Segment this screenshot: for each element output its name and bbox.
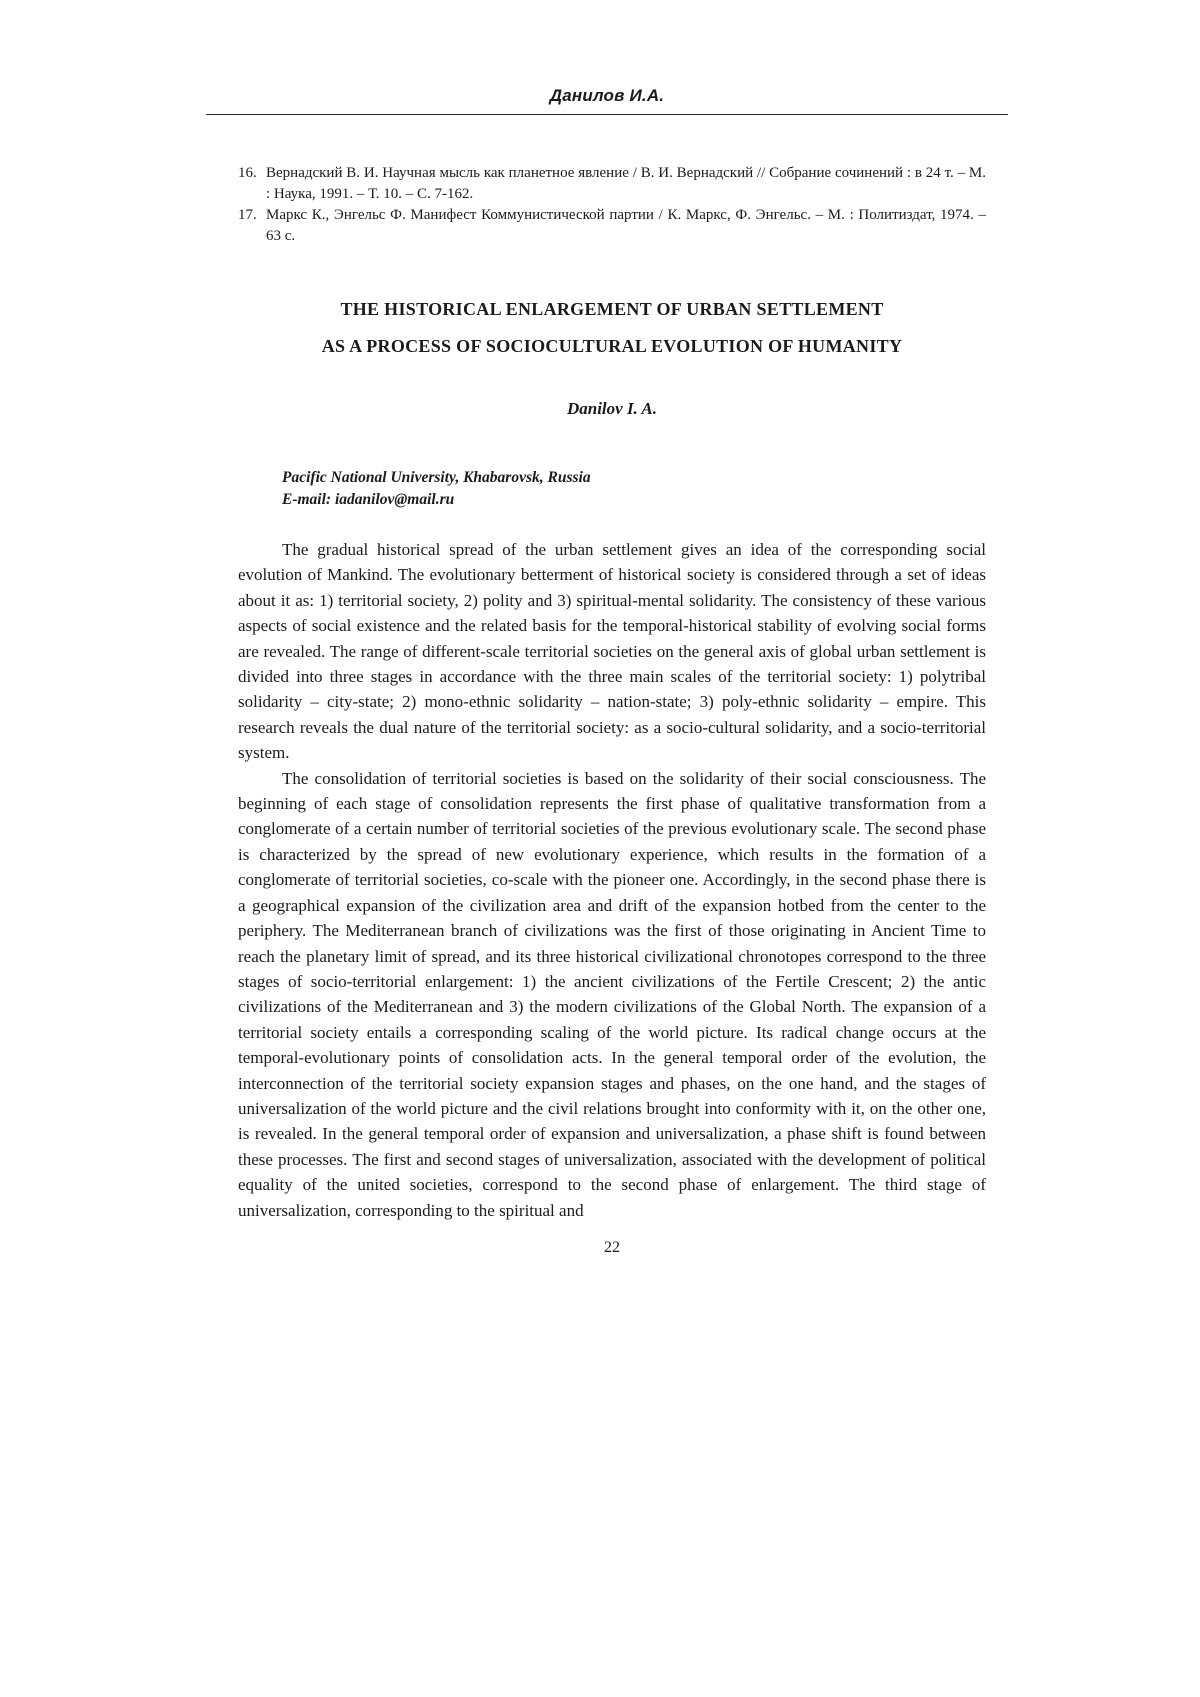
- article-title-line-2: AS A PROCESS OF SOCIOCULTURAL EVOLUTION OF HUMANITY: [321, 336, 903, 356]
- article-title-line-1: THE HISTORICAL ENLARGEMENT OF URBAN SETTLEMENT: [340, 299, 884, 319]
- abstract-body: [238, 537, 986, 1223]
- author-affiliation: [282, 467, 986, 511]
- page-number: 22: [604, 1238, 620, 1256]
- running-header: Данилов И.А.: [206, 86, 1008, 115]
- article-author: Danilov I. A.: [566, 399, 658, 418]
- affiliation-institution: Pacific National University, Khabarovsk, Russia: [282, 469, 591, 486]
- abstract-paragraph: The gradual historical spread of the urban settlement gives an idea of the corresponding social evolution of Mankind. The evolutionary betterment of historical society is considered through a set of ideas about it as: 1) territorial society, 2) polity and 3) spiritual-mental solidarity. The consistency of these various aspects of social existence and the related basis for the temporal-historical stability of evolving social forms are revealed. The range of different-scale territorial societies on the general axis of global urban settlement is divided into three stages in accordance with the three main scales of the territorial society: 1) polytribal solidarity – city-state; 2) mono-ethnic solidarity – nation-state; 3) poly-ethnic solidarity – empire. This research reveals the dual nature of the territorial society: as a socio-cultural solidarity, and a socio-territorial system.: [238, 540, 986, 763]
- reference-text: Вернадский В. И. Научная мысль как планетное явление / В. И. Вернадский // Собрание сочинений : в 24 т. – М. : Наука, 1991. – Т. 10. – С. 7-162.: [266, 165, 986, 202]
- affiliation-email: E-mail: iadanilov@mail.ru: [282, 491, 455, 508]
- page-content: [238, 0, 986, 1257]
- reference-item: [238, 205, 986, 247]
- reference-list: [238, 163, 986, 247]
- abstract-paragraph: The consolidation of territorial societies is based on the solidarity of their social consciousness. The beginning of each stage of consolidation represents the first phase of qualitative transformation from a conglomerate of a certain number of territorial societies of the previous evolutionary scale. The second phase is characterized by the spread of new evolutionary experience, which results in the formation of a conglomerate of territorial societies, co-scale with the pioneer one. Accordingly, in the second phase there is a geographical expansion of the civilization area and drift of the expansion hotbed from the center to the periphery. The Mediterranean branch of civilizations was the first of those originating in Ancient Time to reach the planetary limit of spread, and its three historical civilizational chronotopes correspond to the three stages of socio-territorial enlargement: 1) the ancient civilizations of the Fertile Crescent; 2) the antic civilizations of the Mediterranean and 3) the modern civilizations of the Global North. The expansion of a territorial society entails a corresponding scaling of the world picture. Its radical change occurs at the temporal-evolutionary points of consolidation acts. In the general temporal order of the evolution, the interconnection of the territorial society expansion stages and phases, on the one hand, and the stages of universalization of the world picture and the civil relations brought into conformity with it, on the other one, is revealed. In the general temporal order of expansion and universalization, a phase shift is found between these processes. The first and second stages of universalization, associated with the development of political equality of the united societies, correspond to the second phase of enlargement. The third stage of universalization, corresponding to the spiritual and: [238, 768, 986, 1220]
- reference-number: 16.: [238, 165, 257, 181]
- reference-number: 17.: [238, 207, 257, 223]
- reference-item: [238, 163, 986, 205]
- reference-text: Маркс К., Энгельс Ф. Манифест Коммунистической партии / К. Маркс, Ф. Энгельс. – М. : Политиздат, 1974. – 63 с.: [266, 207, 986, 244]
- article-title: [238, 299, 986, 357]
